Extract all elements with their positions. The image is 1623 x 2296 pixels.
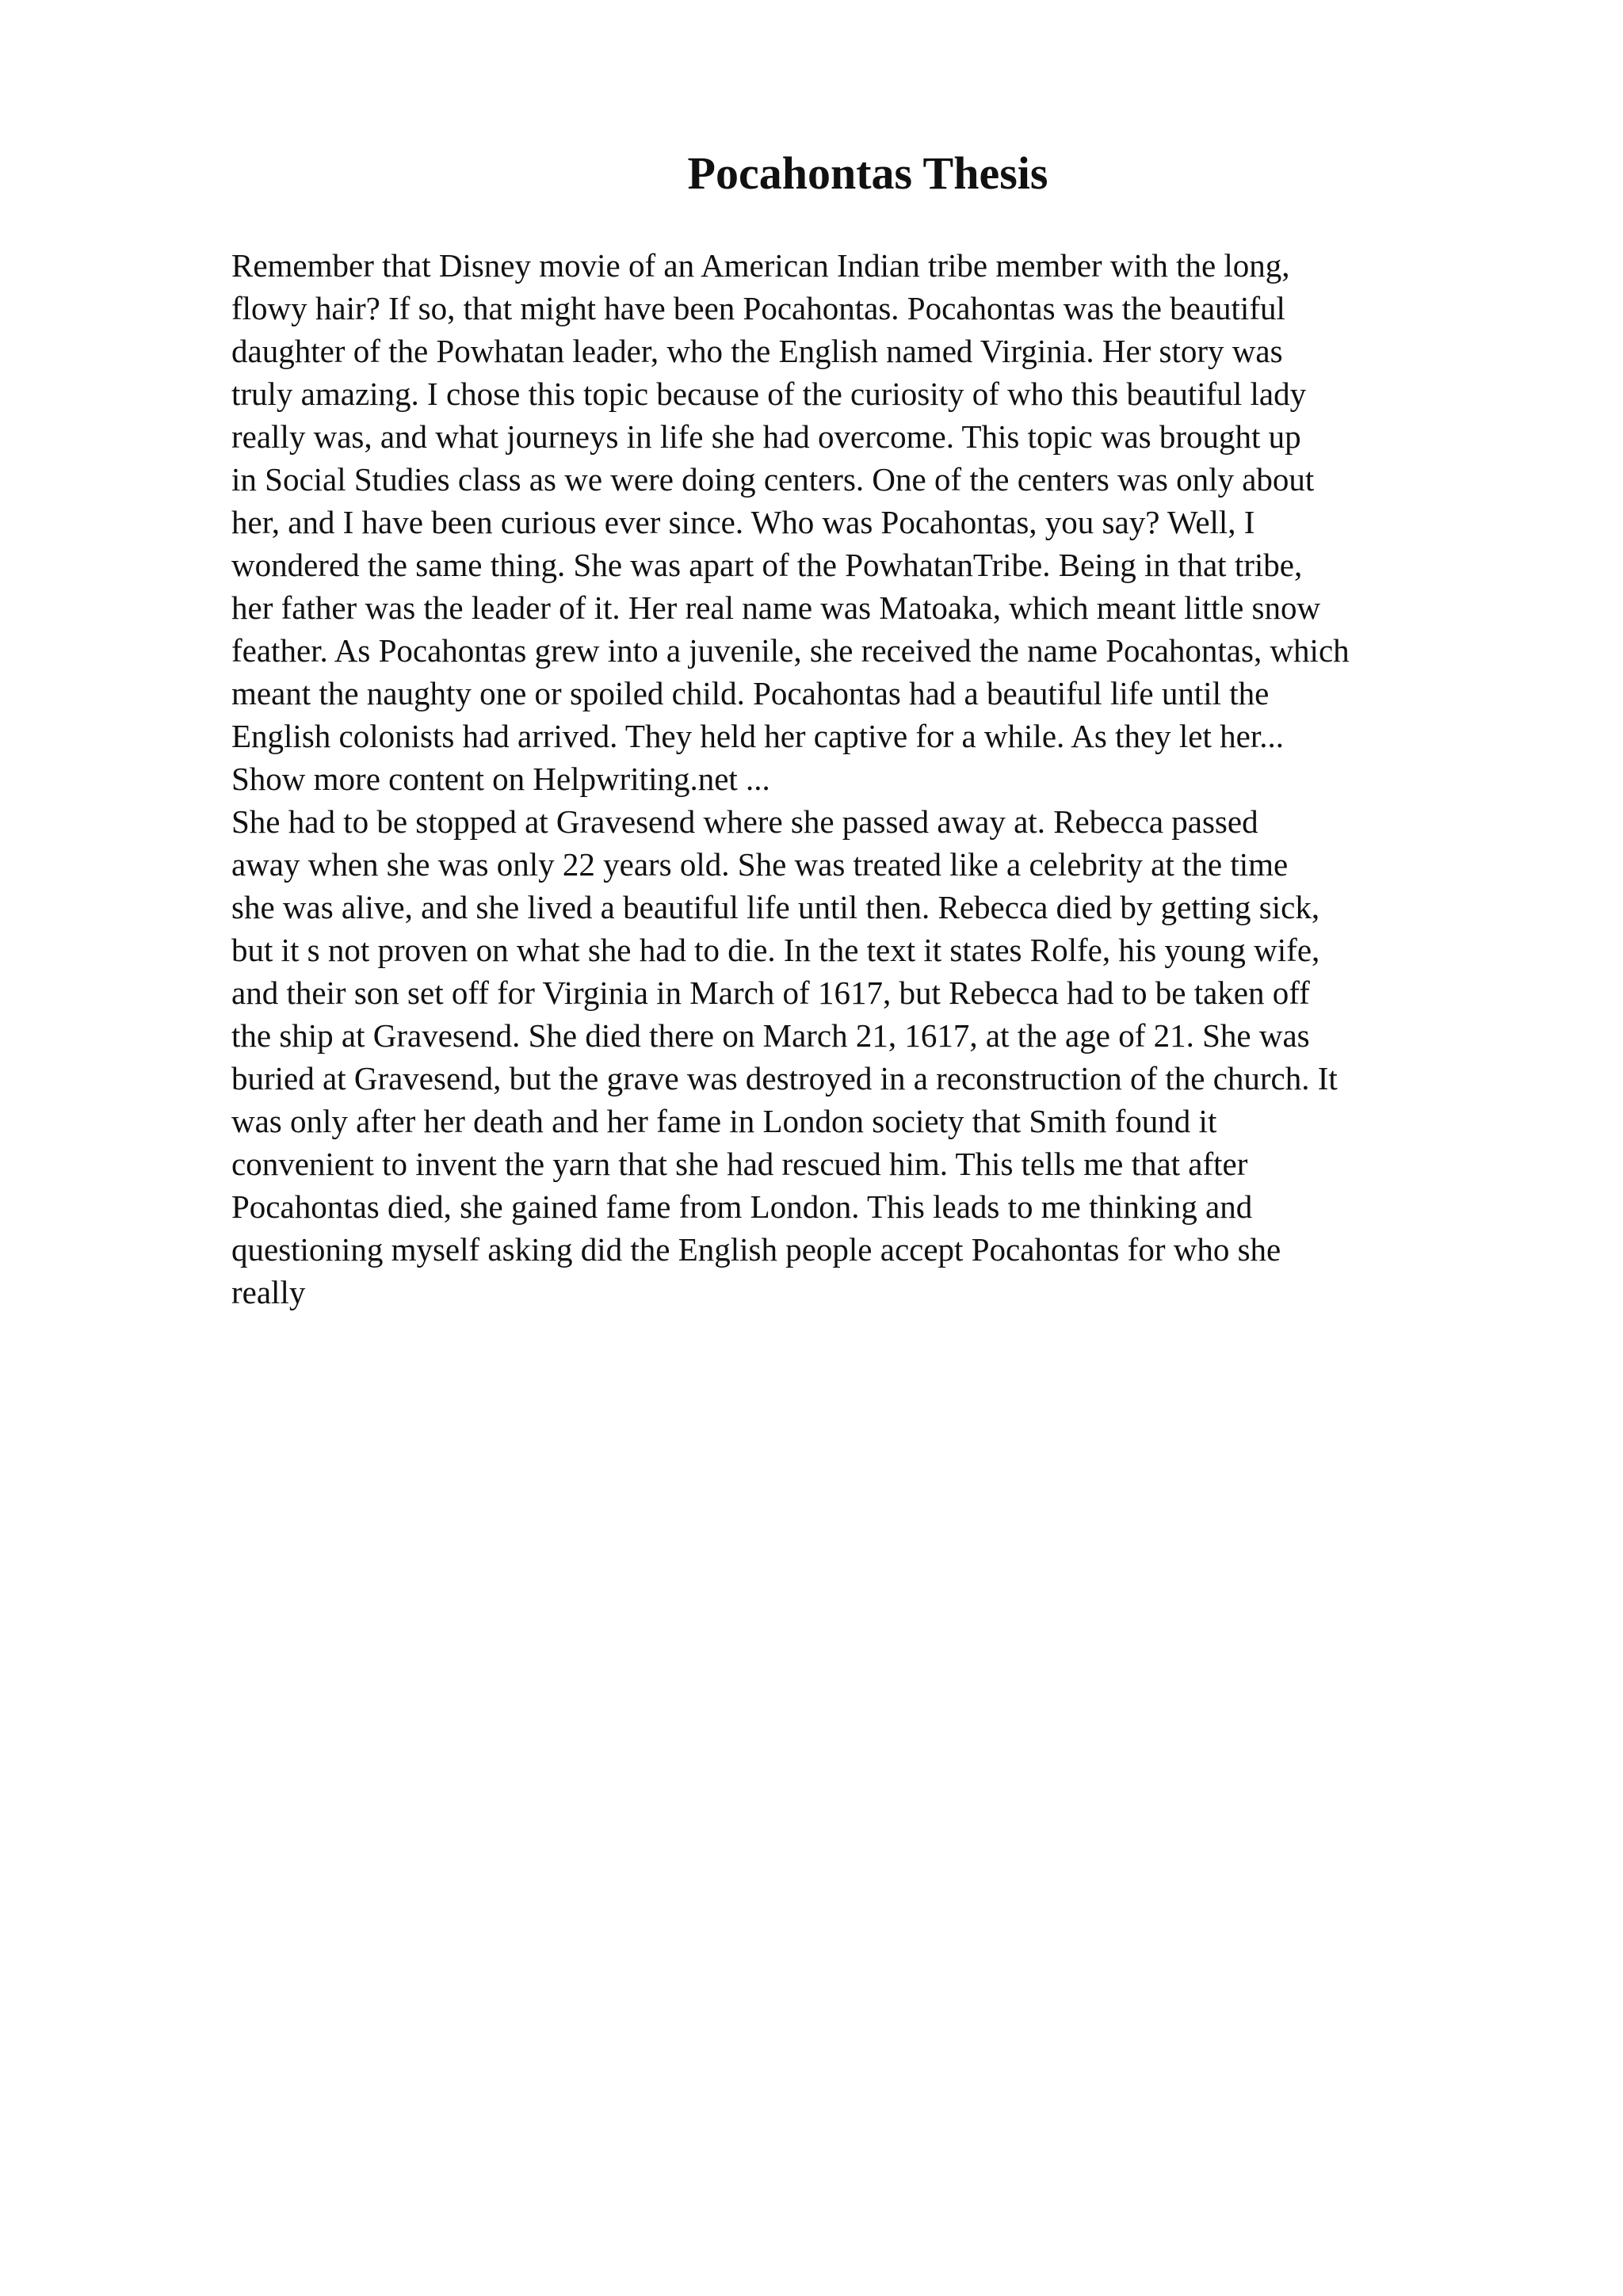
body-line: her father was the leader of it. Her real name was Matoaka, which meant little snow	[231, 589, 1321, 626]
document-title: Pocahontas Thesis	[687, 147, 1048, 199]
body-line: feather. As Pocahontas grew into a juvenile, she received the name Pocahontas, which	[231, 632, 1350, 669]
body-line: and their son set off for Virginia in March of 1617, but Rebecca had to be taken off	[231, 974, 1310, 1011]
body-line: buried at Gravesend, but the grave was destroyed in a reconstruction of the church. It	[231, 1060, 1338, 1097]
body-line: in Social Studies class as we were doing centers. One of the centers was only about	[231, 461, 1315, 498]
body-line: but it s not proven on what she had to die. In the text it states Rolfe, his young wife,	[231, 932, 1320, 968]
body-line: she was alive, and she lived a beautiful life until then. Rebecca died by getting sick,	[231, 889, 1320, 925]
body-line: meant the naughty one or spoiled child. Pocahontas had a beautiful life until the	[231, 675, 1270, 711]
body-line: away when she was only 22 years old. She was treated like a celebrity at the time	[231, 846, 1289, 883]
body-line: really	[231, 1274, 306, 1310]
body-line: English colonists had arrived. They held her captive for a while. As they let her...	[231, 718, 1284, 754]
body-line: daughter of the Powhatan leader, who the English named Virginia. Her story was	[231, 333, 1283, 369]
body-line: truly amazing. I chose this topic because of the curiosity of who this beautiful lady	[231, 376, 1307, 412]
body-line: Pocahontas died, she gained fame from London. This leads to me thinking and	[231, 1188, 1253, 1225]
body-line: the ship at Gravesend. She died there on March 21, 1617, at the age of 21. She was	[231, 1017, 1310, 1054]
body-line: convenient to invent the yarn that she had rescued him. This tells me that after	[231, 1146, 1248, 1182]
show-more-link[interactable]: Show more content on Helpwriting.net ...	[231, 761, 770, 797]
body-line: She had to be stopped at Gravesend where she passed away at. Rebecca passed	[231, 803, 1258, 840]
body-line: her, and I have been curious ever since. Who was Pocahontas, you say? Well, I	[231, 504, 1255, 540]
body-line: was only after her death and her fame in London society that Smith found it	[231, 1103, 1217, 1139]
body-line: flowy hair? If so, that might have been Pocahontas. Pocahontas was the beautiful	[231, 290, 1285, 326]
body-line: Remember that Disney movie of an American Indian tribe member with the long,	[231, 247, 1290, 284]
body-line: wondered the same thing. She was apart of the PowhatanTribe. Being in that tribe,	[231, 547, 1303, 583]
body-line: questioning myself asking did the English people accept Pocahontas for who she	[231, 1231, 1281, 1268]
body-line: really was, and what journeys in life she had overcome. This topic was brought up	[231, 418, 1301, 455]
document-body	[231, 244, 1531, 1314]
